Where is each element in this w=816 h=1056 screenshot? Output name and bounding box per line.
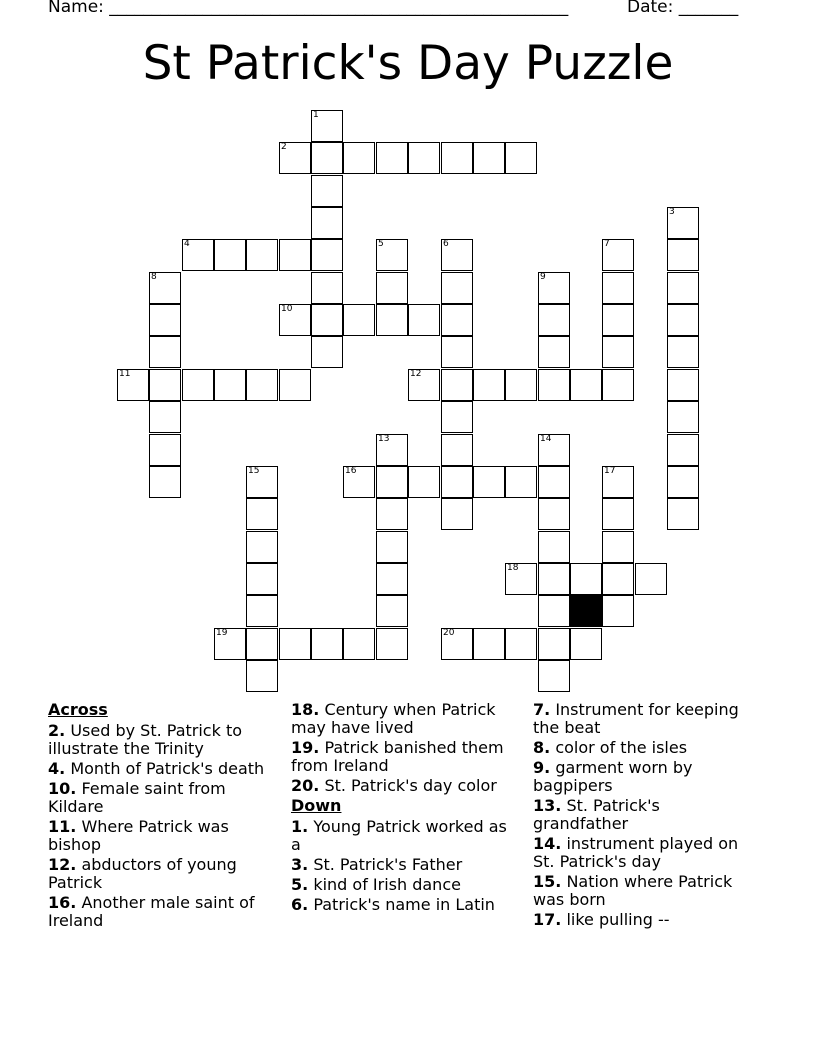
- grid-cell[interactable]: [441, 304, 473, 336]
- clue-number-label: 2: [281, 142, 287, 152]
- clue-number-label: 17: [604, 466, 616, 476]
- clue-number-label: 3: [669, 207, 675, 217]
- grid-cell[interactable]: [602, 466, 634, 498]
- grid-cell[interactable]: [343, 142, 375, 174]
- grid-cell[interactable]: [376, 628, 408, 660]
- across-heading: Across: [48, 700, 108, 719]
- grid-cell[interactable]: [311, 628, 343, 660]
- clue-across-19: 19. Patrick banished them from Ireland: [291, 738, 504, 775]
- clue-number-label: 1: [313, 110, 319, 120]
- grid-cell[interactable]: [376, 239, 408, 271]
- grid-cell[interactable]: [343, 466, 375, 498]
- clue-number-label: 8: [151, 272, 157, 282]
- grid-cell[interactable]: [505, 142, 537, 174]
- grid-cell[interactable]: [602, 272, 634, 304]
- grid-cell[interactable]: [538, 304, 570, 336]
- grid-cell[interactable]: [441, 369, 473, 401]
- grid-cell[interactable]: [570, 563, 602, 595]
- grid-black-cell: [570, 595, 602, 627]
- grid-cell[interactable]: [117, 369, 149, 401]
- grid-cell[interactable]: [149, 336, 181, 368]
- grid-cell[interactable]: [149, 401, 181, 433]
- grid-cell[interactable]: [246, 498, 278, 530]
- clue-down-13: 13. St. Patrick's grandfather: [533, 796, 660, 833]
- clue-across-18: 18. Century when Patrick may have lived: [291, 700, 496, 737]
- grid-cell[interactable]: [311, 272, 343, 304]
- clue-number-label: 14: [540, 434, 552, 444]
- grid-cell[interactable]: [473, 466, 505, 498]
- grid-cell[interactable]: [311, 175, 343, 207]
- grid-cell[interactable]: [246, 531, 278, 563]
- clue-across-10: 10. Female saint from Kildare: [48, 779, 226, 816]
- grid-cell[interactable]: [667, 239, 699, 271]
- clue-number-label: 9: [540, 272, 546, 282]
- clue-across-2: 2. Used by St. Patrick to illustrate the Trinity: [48, 721, 242, 758]
- grid-cell[interactable]: [246, 369, 278, 401]
- clue-down-3: 3. St. Patrick's Father: [291, 855, 463, 874]
- grid-cell[interactable]: [602, 498, 634, 530]
- clues-column-2: [291, 701, 516, 916]
- grid-cell[interactable]: [279, 239, 311, 271]
- clue-number-label: 6: [443, 239, 449, 249]
- grid-cell[interactable]: [538, 660, 570, 692]
- clue-down-7: 7. Instrument for keeping the beat: [533, 700, 739, 737]
- grid-cell[interactable]: [538, 563, 570, 595]
- clue-number-label: 20: [443, 628, 455, 638]
- grid-cell[interactable]: [538, 434, 570, 466]
- grid-cell[interactable]: [246, 660, 278, 692]
- grid-cell[interactable]: [279, 142, 311, 174]
- grid-cell[interactable]: [602, 336, 634, 368]
- clue-down-14: 14. instrument played on St. Patrick's day: [533, 834, 739, 871]
- grid-cell[interactable]: [246, 563, 278, 595]
- grid-cell[interactable]: [408, 369, 440, 401]
- clue-number-label: 4: [184, 239, 190, 249]
- grid-cell[interactable]: [538, 272, 570, 304]
- grid-cell[interactable]: [602, 563, 634, 595]
- grid-cell[interactable]: [538, 369, 570, 401]
- clue-across-16: 16. Another male saint of Ireland: [48, 893, 255, 930]
- grid-cell[interactable]: [667, 272, 699, 304]
- grid-cell[interactable]: [408, 304, 440, 336]
- grid-cell[interactable]: [246, 628, 278, 660]
- grid-cell[interactable]: [214, 239, 246, 271]
- clue-across-12: 12. abductors of young Patrick: [48, 855, 237, 892]
- grid-cell[interactable]: [311, 304, 343, 336]
- grid-cell[interactable]: [376, 434, 408, 466]
- clue-number-label: 15: [248, 466, 260, 476]
- clue-down-17: 17. like pulling --: [533, 910, 670, 929]
- grid-cell[interactable]: [602, 369, 634, 401]
- clue-across-11: 11. Where Patrick was bishop: [48, 817, 229, 854]
- grid-cell[interactable]: [602, 595, 634, 627]
- grid-cell[interactable]: [473, 369, 505, 401]
- grid-cell[interactable]: [311, 239, 343, 271]
- clue-down-5: 5. kind of Irish dance: [291, 875, 461, 894]
- grid-cell[interactable]: [149, 272, 181, 304]
- grid-cell[interactable]: [246, 466, 278, 498]
- grid-cell[interactable]: [441, 401, 473, 433]
- grid-cell[interactable]: [505, 563, 537, 595]
- clue-number-label: 18: [507, 563, 519, 573]
- grid-cell[interactable]: [149, 466, 181, 498]
- grid-cell[interactable]: [667, 498, 699, 530]
- clue-number-label: 11: [119, 369, 131, 379]
- grid-cell[interactable]: [376, 498, 408, 530]
- grid-cell[interactable]: [602, 531, 634, 563]
- clues-column-3: [533, 701, 758, 931]
- grid-cell[interactable]: [408, 142, 440, 174]
- grid-cell[interactable]: [538, 628, 570, 660]
- grid-cell[interactable]: [246, 239, 278, 271]
- grid-cell[interactable]: [441, 239, 473, 271]
- grid-cell[interactable]: [441, 142, 473, 174]
- grid-cell[interactable]: [441, 272, 473, 304]
- grid-cell[interactable]: [667, 207, 699, 239]
- grid-cell[interactable]: [376, 142, 408, 174]
- grid-cell[interactable]: [667, 401, 699, 433]
- grid-cell[interactable]: [505, 369, 537, 401]
- grid-cell[interactable]: [376, 531, 408, 563]
- grid-cell[interactable]: [667, 434, 699, 466]
- grid-cell[interactable]: [473, 628, 505, 660]
- clue-number-label: 5: [378, 239, 384, 249]
- grid-cell[interactable]: [376, 466, 408, 498]
- grid-cell[interactable]: [441, 336, 473, 368]
- grid-cell[interactable]: [376, 304, 408, 336]
- grid-cell[interactable]: [441, 628, 473, 660]
- grid-cell[interactable]: [538, 595, 570, 627]
- page-title: St Patrick's Day Puzzle: [142, 36, 674, 91]
- clue-down-6: 6. Patrick's name in Latin: [291, 895, 495, 914]
- grid-cell[interactable]: [538, 531, 570, 563]
- grid-cell[interactable]: [441, 466, 473, 498]
- clue-down-1: 1. Young Patrick worked as a: [291, 817, 507, 854]
- grid-cell[interactable]: [311, 142, 343, 174]
- grid-cell[interactable]: [214, 628, 246, 660]
- down-heading: Down: [291, 796, 342, 815]
- name-line: Name: ______________________________________________________: [48, 0, 569, 17]
- grid-cell[interactable]: [343, 304, 375, 336]
- grid-cell[interactable]: [311, 336, 343, 368]
- grid-cell[interactable]: [408, 466, 440, 498]
- grid-cell[interactable]: [441, 498, 473, 530]
- clues-column-1: [48, 701, 273, 932]
- grid-cell[interactable]: [538, 498, 570, 530]
- date-line: Date: _______: [627, 0, 739, 17]
- clue-down-8: 8. color of the isles: [533, 738, 688, 757]
- grid-cell[interactable]: [182, 369, 214, 401]
- grid-cell[interactable]: [667, 369, 699, 401]
- grid-cell[interactable]: [149, 304, 181, 336]
- grid-cell[interactable]: [667, 336, 699, 368]
- grid-cell[interactable]: [538, 466, 570, 498]
- grid-cell[interactable]: [376, 272, 408, 304]
- grid-cell[interactable]: [376, 595, 408, 627]
- grid-cell[interactable]: [602, 239, 634, 271]
- clue-number-label: 16: [345, 466, 357, 476]
- grid-cell[interactable]: [311, 207, 343, 239]
- clue-number-label: 12: [410, 369, 422, 379]
- grid-cell[interactable]: [570, 628, 602, 660]
- grid-cell[interactable]: [182, 239, 214, 271]
- grid-cell[interactable]: [667, 304, 699, 336]
- grid-cell[interactable]: [279, 304, 311, 336]
- clue-down-9: 9. garment worn by bagpipers: [533, 758, 693, 795]
- grid-cell[interactable]: [376, 563, 408, 595]
- grid-cell[interactable]: [473, 142, 505, 174]
- clue-number-label: 19: [216, 628, 228, 638]
- grid-cell[interactable]: [246, 595, 278, 627]
- clue-number-label: 10: [281, 304, 293, 314]
- grid-cell[interactable]: [441, 434, 473, 466]
- clue-number-label: 13: [378, 434, 390, 444]
- clue-down-15: 15. Nation where Patrick was born: [533, 872, 733, 909]
- grid-cell[interactable]: [538, 336, 570, 368]
- clue-across-20: 20. St. Patrick's day color: [291, 776, 497, 795]
- grid-cell[interactable]: [279, 369, 311, 401]
- grid-cell[interactable]: [311, 110, 343, 142]
- grid-cell[interactable]: [667, 466, 699, 498]
- grid-cell[interactable]: [505, 628, 537, 660]
- grid-cell[interactable]: [635, 563, 667, 595]
- grid-cell[interactable]: [570, 369, 602, 401]
- grid-cell[interactable]: [214, 369, 246, 401]
- clue-across-4: 4. Month of Patrick's death: [48, 759, 265, 778]
- grid-cell[interactable]: [149, 434, 181, 466]
- grid-cell[interactable]: [279, 628, 311, 660]
- grid-cell[interactable]: [343, 628, 375, 660]
- grid-cell[interactable]: [505, 466, 537, 498]
- clue-number-label: 7: [604, 239, 610, 249]
- grid-cell[interactable]: [149, 369, 181, 401]
- grid-cell[interactable]: [602, 304, 634, 336]
